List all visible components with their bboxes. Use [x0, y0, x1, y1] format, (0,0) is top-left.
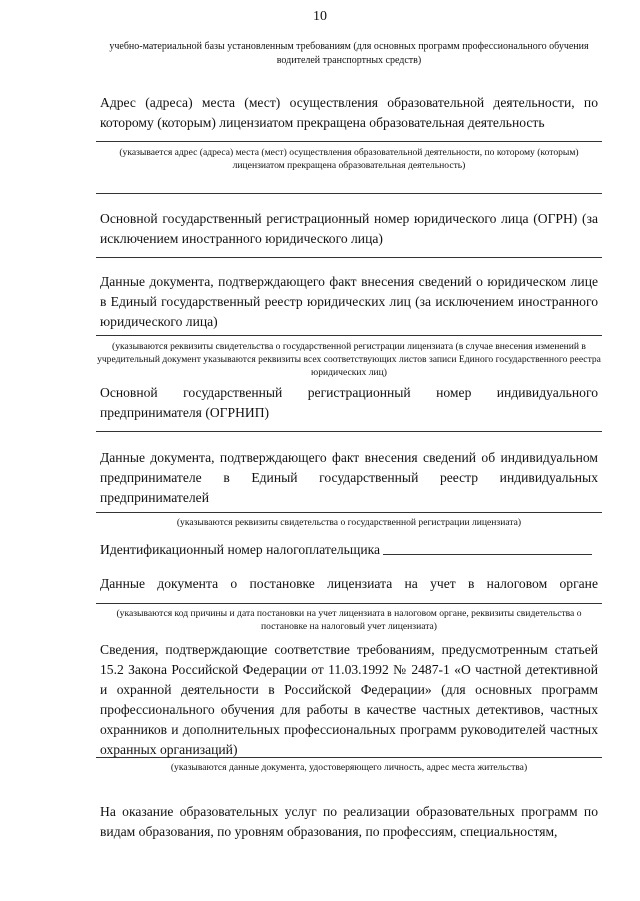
caption-egrip-document: (указываются реквизиты свидетельства о государственной регистрации лицензиата) [176, 517, 522, 528]
field-label-ogrnip: Основной государственный регистрационный номер индивидуального предпринимателя (ОГРНИП) [100, 385, 598, 420]
caption-tax-registration: (указываются код причины и дата постановки на учет лицензиата в налоговом органе, реквизиты свидетельства о постановке на налоговый учет лицензиата) [116, 608, 582, 632]
fill-line[interactable] [96, 603, 602, 604]
fill-line[interactable] [96, 335, 602, 336]
page-number: 10 [313, 9, 327, 24]
fill-line[interactable] [96, 431, 602, 432]
caption-identity-document: (указываются данные документа, удостоверяющего личность, адрес места жительства) [170, 762, 528, 773]
caption-training-base: учебно-материальной базы установленным требованиям (для основных программ профессионального обучения водителей транспортных средств) [109, 41, 589, 66]
field-label-security-requirements: Сведения, подтверждающие соответствие требованиям, предусмотренным статьей 15.2 Закона Российской Федерации от 11.03.1992 № 2487-1 «О частной детективной и охранной деятельности в Российской Федерации» (для основных программ профессионального обучения для работы в качестве частных детективов, частных охранников и дополнительных профессиональных программ руководителей частных охранных организаций) [100, 642, 598, 757]
fill-line[interactable] [96, 141, 602, 142]
field-label-ogrn: Основной государственный регистрационный номер юридического лица (ОГРН) (за исключением иностранного юридического лица) [100, 211, 598, 246]
caption-closed-address: (указывается адрес (адреса) места (мест) осуществления образовательной деятельности, по которому (которым) лицензиатом прекращена образовательная деятельность) [119, 147, 579, 171]
caption-egrul-document: (указываются реквизиты свидетельства о государственной регистрации лицензиата (в случае внесения изменений в учредительный документ указываются реквизиты всех соответствующих листов записи Единого государственного реестра юридических лиц) [97, 341, 601, 378]
paragraph-educational-services: На оказание образовательных услуг по реализации образовательных программ по видам образования, по уровням образования, по профессиям, специальностям, [100, 804, 598, 839]
inn-input-line[interactable] [383, 554, 592, 555]
field-label-egrul-document: Данные документа, подтверждающего факт внесения сведений о юридическом лице в Единый государственный реестр юридических лиц (за исключением иностранного юридического лица) [100, 274, 598, 329]
fill-line[interactable] [96, 512, 602, 513]
field-label-tax-registration: Данные документа о постановке лицензиата на учет в налоговом органе [100, 576, 598, 591]
fill-line[interactable] [96, 257, 602, 258]
field-label-closed-address: Адрес (адреса) места (мест) осуществления образовательной деятельности, по которому (которым) лицензиатом прекращена образовательная деятельность [100, 95, 598, 130]
field-label-inn: Идентификационный номер налогоплательщика [100, 542, 381, 557]
fill-line[interactable] [96, 757, 602, 758]
field-label-egrip-document: Данные документа, подтверждающего факт внесения сведений об индивидуальном предпринимателе в Единый государственный реестр индивидуальных предпринимателей [100, 450, 598, 505]
fill-line[interactable] [96, 193, 602, 194]
